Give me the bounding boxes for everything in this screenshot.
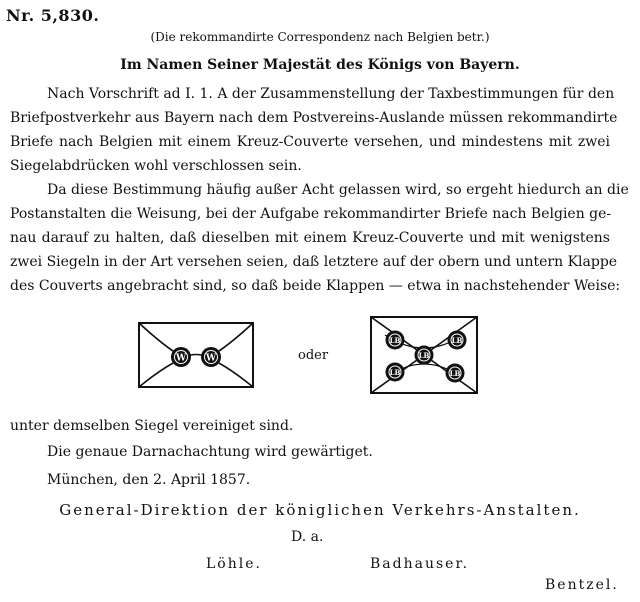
paragraph1-line2: Briefpostverkehr aus Bayern nach dem Postvereins-Auslande müssen rekommandirte [10,110,618,126]
seal-letter: LB [418,351,430,360]
seal-letter: LB [389,336,401,345]
paragraph2-line2: Postanstalten die Weisung, bei der Aufgabe rekommandirter Briefe nach Belgien ge- [10,206,612,222]
paragraph2-line1: Da diese Bestimmung häufig außer Acht gelassen wird, so ergeht hiedurch an die [47,182,629,198]
paragraph1-line1: Nach Vorschrift ad I. 1. A der Zusammenstellung der Taxbestimmungen für den [47,86,615,102]
da-abbreviation: D. a. [291,529,324,545]
document-heading: Im Namen Seiner Majestät des Königs von Bayern. [120,57,520,73]
cross-envelope-figure [369,315,479,395]
date-line: München, den 2. April 1857. [47,472,251,488]
seal-letter: LB [451,336,463,345]
signature-left: Löhle. [206,556,262,572]
paragraph2-line4: zwei Siegeln in der Art versehen seien, daß letztere auf der obern und untern Klappe [10,254,618,270]
document-number: Nr. 5,830. [6,6,100,25]
envelope-two-seals-figure [137,321,255,389]
issuing-authority: General-Direktion der königlichen Verkehrs-Anstalten. [59,501,581,519]
paragraph1-line3: Briefe nach Belgien mit einem Kreuz-Couverte versehen, und mindestens mit zwei [10,134,610,150]
paragraph2-line3: nau darauf zu halten, daß dieselben mit einem Kreuz-Couverte und mit wenigstens [10,230,610,246]
signature-bottom: Bentzel. [545,577,619,593]
signature-right: Badhauser. [370,556,470,572]
seal-letter: LB [389,368,401,377]
seal-letter: W [205,353,217,364]
document-subject: (Die rekommandirte Correspondenz nach Belgien betr.) [150,30,490,44]
compliance-text: Die genaue Darnachachtung wird gewärtiget. [47,444,373,460]
seal-letter: W [175,353,187,364]
figure-connector-oder: oder [298,348,329,363]
paragraph2-line5: des Couverts angebracht sind, so daß beide Klappen — etwa in nachstehender Weise: [10,278,621,294]
paragraph1-line4: Siegelabdrücken wohl verschlossen sein. [10,158,302,174]
after-figure-text: unter demselben Siegel vereiniget sind. [10,418,294,434]
seal-letter: LB [449,369,461,378]
